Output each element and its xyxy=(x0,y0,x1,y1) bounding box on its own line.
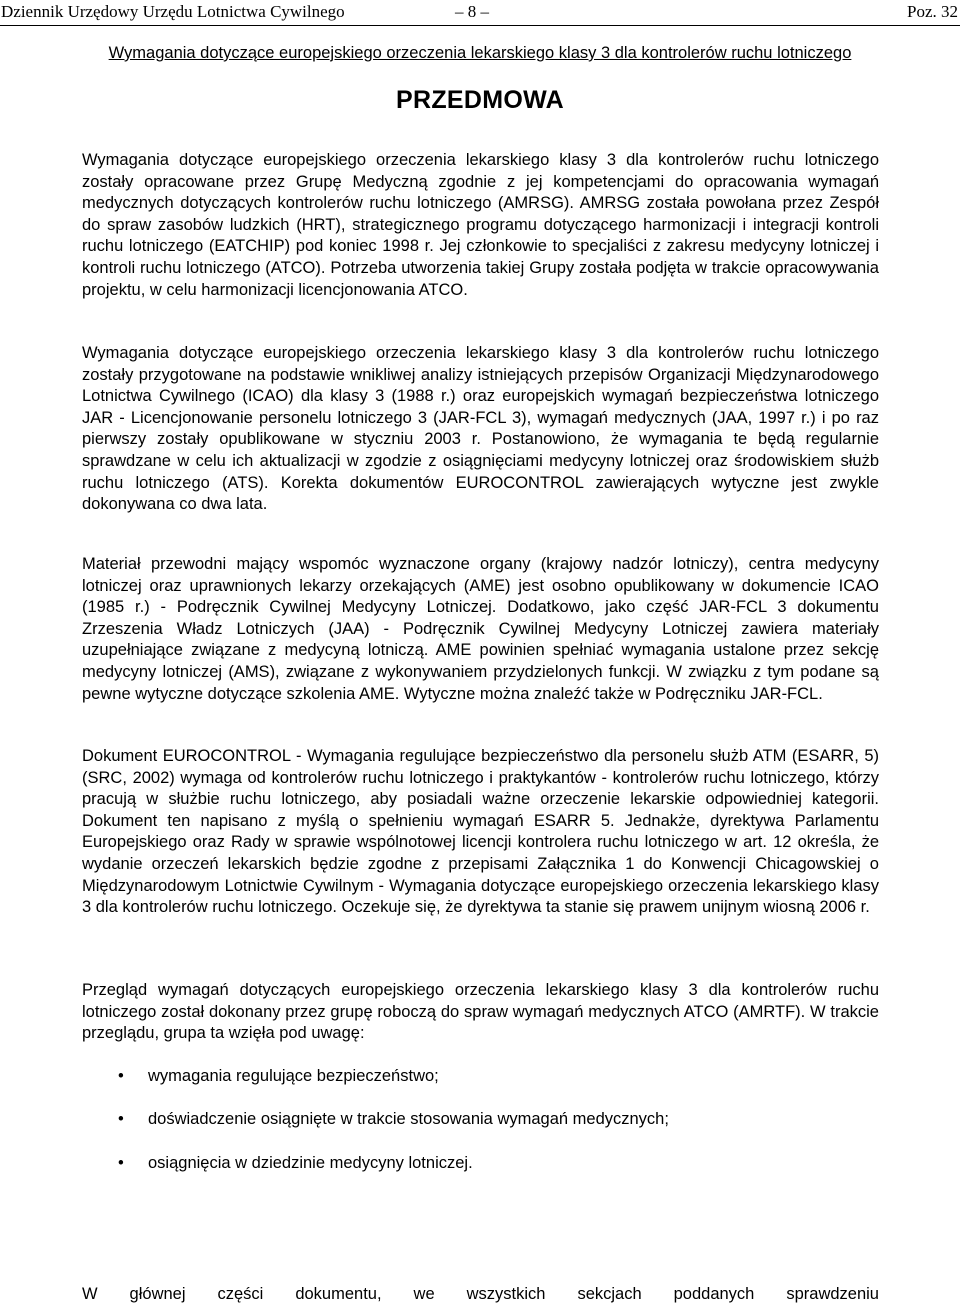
paragraph-4: Dokument EUROCONTROL - Wymagania regulujące bezpieczeństwo dla personelu służb ATM (ESARR, 5) (SRC, 2002) wymaga od kontrolerów ruchu lotniczego i praktykantów - kontrolerów ruchu lotniczego, którzy pracują w służbie ruchu lotniczego, aby posiadali ważne orzeczenie lekarskie odpowiedniej kategorii. Dokument ten napisano z myślą o spełnieniu wymagań ESARR 5. Jednakże, dyrektywa Parlamentu Europejskiego oraz Rady w sprawie wspólnotowej licencji kontrolera ruchu lotniczego w art. 12 określa, że wydanie orzeczeń lekarskich będzie zgodne z przepisami Załącznika 1 do Konwencji Chicagowskiej o Międzynarodowym Lotnictwie Cywilnym - Wymagania dotyczące europejskiego orzeczenia lekarskiego klasy 3 dla kontrolerów ruchu lotniczego. Oczekuje się, że dyrektywa ta stanie się prawem unijnym wiosną 2006 r. xyxy=(82,747,879,917)
list-item-text: wymagania regulujące bezpieczeństwo; xyxy=(148,1067,439,1085)
paragraph-1: Wymagania dotyczące europejskiego orzeczenia lekarskiego klasy 3 dla kontrolerów ruchu lotniczego zostały opracowane przez Grupę Medyczną zgodnie z jej kompetencjami do opracowania wymagań medycznych dotyczących kontrolerów ruchu lotniczego (AMRSG). AMRSG została powołana przez Zespół do spraw zasobów ludzkich (HRT), strategicznego programu dotyczącego harmonizacji i integracji kontroli ruchu lotniczego (EATCHIP) pod koniec 1998 r. Jej członkowie to specjaliści z zakresu medycyny lotniczej i kontroli ruchu lotniczego (ATCO). Potrzeba utworzenia takiej Grupy została podjęta w trakcie opracowywania projektu, w celu harmonizacji licencjonowania ATCO. xyxy=(82,151,879,299)
paragraph-6-partial: W głównej części dokumentu, we wszystkich sekcjach poddanych sprawdzeniu xyxy=(82,1285,879,1303)
list-item-text: osiągnięcia w dziedzinie medycyny lotniczej. xyxy=(148,1154,473,1172)
position-number: Poz. 32 xyxy=(907,2,958,21)
bullet-icon: • xyxy=(118,1110,124,1128)
paragraph-2: Wymagania dotyczące europejskiego orzeczenia lekarskiego klasy 3 dla kontrolerów ruchu lotniczego zostały przygotowane na podstawie wnikliwej analizy istniejących przepisów Organizacji Międzynarodowego Lotnictwa Cywilnego (ICAO) dla klasy 3 (1988 r.) oraz europejskich wymagań bezpieczeństwa lotniczego JAR - Licencjonowanie personelu lotniczego 3 (JAR-FCL 3), wymagań medycznych (JAA, 1997 r.) i po raz pierwszy zostały opublikowane w styczniu 2003 r. Postanowiono, że wymagania te będą regularnie sprawdzane w celu ich aktualizacji w zgodzie z osiągnięciami medycyny lotniczej oraz środowiskiem służb ruchu lotniczego (ATS). Korekta dokumentów EUROCONTROL zawierających wytyczne jest zwykle dokonywana co dwa lata. xyxy=(82,344,879,514)
bullet-icon: • xyxy=(118,1067,124,1085)
paragraph-5: Przegląd wymagań dotyczących europejskiego orzeczenia lekarskiego klasy 3 dla kontrolerów ruchu lotniczego został dokonany przez grupę roboczą do spraw wymagań medycznych ATCO (AMRTF). W trakcie przeglądu, grupa ta wzięła pod uwagę: xyxy=(82,981,879,1043)
header-rule xyxy=(0,25,960,26)
page-header xyxy=(0,0,960,24)
list-item-text: doświadczenie osiągnięte w trakcie stosowania wymagań medycznych; xyxy=(148,1110,669,1128)
section-heading: PRZEDMOWA xyxy=(396,86,564,114)
paragraph-3: Materiał przewodni mający wspomóc wyznaczone organy (krajowy nadzór lotniczy), centra medycyny lotniczej oraz uprawnionych lekarzy orzekających (AME) jest osobno opublikowany w dokumencie ICAO (1985 r.) - Podręcznik Cywilnej Medycyny Lotniczej. Dodatkowo, jako część JAR-FCL 3 dokumentu Zrzeszenia Władz Lotniczych (JAA) - Podręcznik Cywilnej Medycyny Lotniczej zawiera materiały uzupełniające związane z medycyną lotniczą. AME powinien spełniać wymagania ustalone przez sekcję medycyny lotniczej (AMS), związane z wykonywaniem przydzielonych funkcji. W związku z tym podane są pewne wytyczne dotyczące szkolenia AME. Wytyczne można znaleźć także w Podręczniku JAR-FCL. xyxy=(82,555,879,703)
page-number: – 8 – xyxy=(455,2,489,21)
bullet-icon: • xyxy=(118,1154,124,1172)
document-title: Wymagania dotyczące europejskiego orzeczenia lekarskiego klasy 3 dla kontrolerów ruchu lotniczego xyxy=(108,44,852,62)
journal-name: Dziennik Urzędowy Urzędu Lotnictwa Cywilnego xyxy=(1,2,345,21)
